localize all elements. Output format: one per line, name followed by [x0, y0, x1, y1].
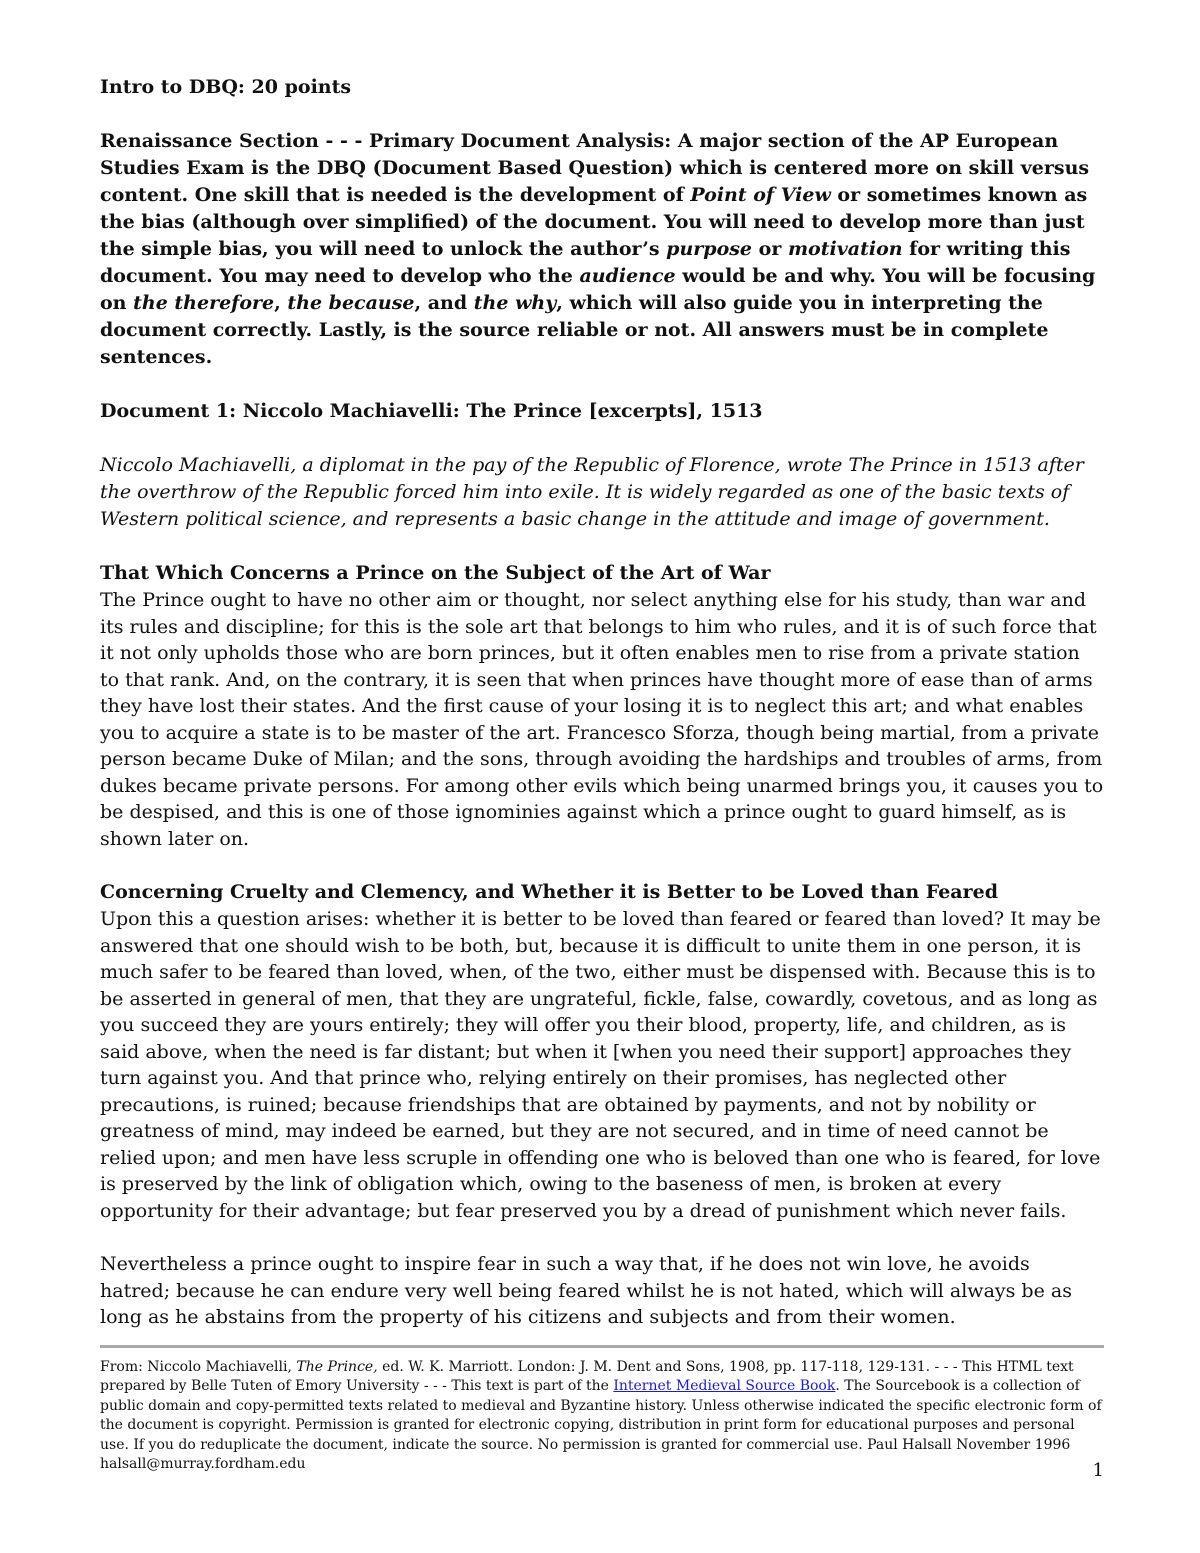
page-title: Intro to DBQ: 20 points: [100, 76, 352, 98]
intro-text-2: or sometimes known as the bias (although over simplified) of the document. You will need to develop more than just the simple bias, you will need to unlock the author’s: [100, 184, 1088, 260]
intro-term-purpose: purpose: [666, 238, 753, 260]
section-paragraph-loved-feared: Upon this a question arises: whether it is better to be loved than feared or feared than loved? It may be answered that one should wish to be both, but, because it is difficult to unite them in one person, it is much safer to be feared than loved, when, of the two, either must be dispensed with. Because this is to be asserted in general of men, that they are ungrateful, fickle, false, cowardly, covetous, and as long as you succeed they are yours entirely; they will offer you their blood, property, life, and children, as is said above, when the need is far distant; but when it [when you need their support] approaches they turn against you. And that prince who, relying entirely on their promises, has neglected other precautions, is ruined; because friendships that are obtained by payments, and not by nobility or greatness of mind, may indeed be earned, but they are not secured, and in time of need cannot be relied upon; and men have less scruple in offending one who is beloved than one who is feared, for love is preserved by the link of obligation which, owing to the baseness of men, is broken at every opportunity for their advantage; but fear preserved you by a dread of punishment which never fails.: [100, 908, 1101, 1222]
intro-text-5: would be and why. You will be focusing on: [100, 265, 1096, 314]
page-number: 1: [1092, 1460, 1104, 1481]
intro-term-motivation: motivation: [787, 238, 903, 260]
section-paragraph-art-of-war: The Prince ought to have no other aim or thought, nor select anything else for his study, than war and its rules and discipline; for this is the sole art that belongs to him who rules, and it is of such force that it not only upholds those who are born princes, but it often enables men to rise from a private station to that rank. And, on the contrary, it is seen that when princes have thought more of ease than of arms they have lost their states. And the first cause of your losing it is to neglect this art; and what enables you to acquire a state is to be master of the art. Francesco Sforza, though being martial, from a private person became Duke of Milan; and the sons, through avoiding the hardships and troubles of arms, from dukes became private persons. For among other evils which being unarmed brings you, it causes you to be despised, and this is one of those ignominies against which a prince ought to guard himself, as is shown later on.: [100, 589, 1104, 850]
section-heading-cruelty-clemency: Concerning Cruelty and Clemency, and Whether it is Better to be Loved than Feared: [100, 881, 998, 903]
document-context: Niccolo Machiavelli, a diplomat in the pay of the Republic of Florence, wrote The Prince in 1513 after the overthrow of the Republic forced him into exile. It is widely regarded as one of the basic texts of Western political science, and represents a basic change in the attitude and image of government.: [100, 454, 1084, 530]
document-heading: Document 1: Niccolo Machiavelli: The Prince [excerpts], 1513: [100, 400, 763, 422]
intro-text-8: , which will also guide you in interpreting the document correctly. Lastly, is the source reliable or not. All answers must be in complete sentences.: [100, 292, 1049, 368]
intro-term-because: the because: [287, 292, 415, 314]
footnote-text-2: . The Sourcebook is a collection of public domain and copy-permitted texts related to medieval and Byzantine history. Unless otherwise indicated the specific electronic form of the document is copyright. Permission is granted for electronic copying, distribution in print form for educational purposes and personal use. If you do reduplicate the document, indicate the source. No permission is granted for commercial use. Paul Halsall November 1996 halsall@murray.fordham.edu: [100, 1378, 1102, 1472]
footnote-book-title: The Prince,: [296, 1358, 378, 1375]
intro-term-why: the why: [473, 292, 557, 314]
intro-text-1: Renaissance Section - - - Primary Document Analysis: A major section of the AP European Studies Exam is the DBQ (Document Based Question) which is centered more on skill versus content. One skill that is needed is the development of: [100, 130, 1090, 206]
footnote-prefix: From: Niccolo Machiavelli,: [100, 1358, 297, 1375]
intro-term-therefore: the therefore: [133, 292, 275, 314]
section-paragraph-inspire-fear: Nevertheless a prince ought to inspire fear in such a way that, if he does not win love, he avoids hatred; because he can endure very well being feared whilst he is not hated, which will always be as long as he abstains from the property of his citizens and subjects and from their women.: [100, 1253, 1072, 1328]
footnote-text-1: ed. W. K. Marriott. London: J. M. Dent and Sons, 1908, pp. 117-118, 129-131. - - - This HTML text prepared by Belle Tuten of Emory University - - - This text is part of the: [100, 1358, 1074, 1394]
footer-divider: [100, 1345, 1104, 1348]
intro-text-4: for writing this document. You may need to develop who the: [100, 238, 1071, 287]
intro-text-3: or: [752, 238, 788, 260]
intro-term-audience: audience: [579, 265, 676, 287]
section-heading-art-of-war: That Which Concerns a Prince on the Subject of the Art of War: [100, 562, 771, 584]
sourcebook-link[interactable]: Internet Medieval Source Book: [613, 1378, 836, 1394]
intro-paragraph: [100, 128, 1104, 371]
intro-text-7: , and: [414, 292, 474, 314]
intro-term-point-of-view: Point of View: [690, 184, 831, 206]
source-footnote: [100, 1358, 1104, 1475]
intro-text-6: ,: [274, 292, 288, 314]
